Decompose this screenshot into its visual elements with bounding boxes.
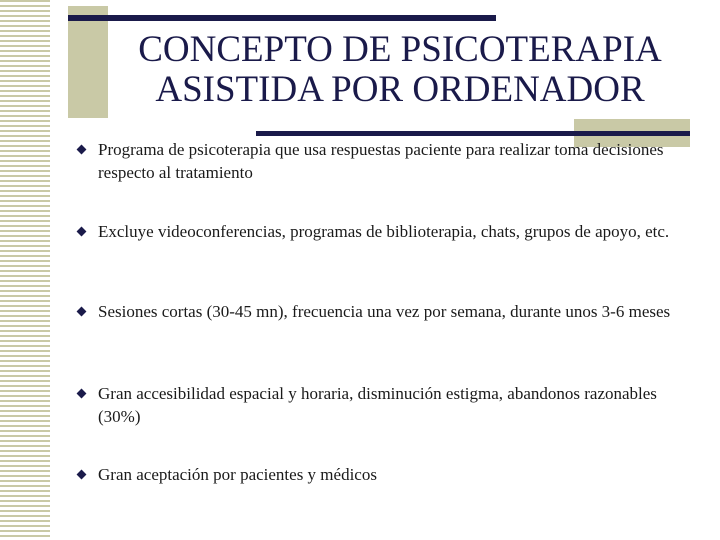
bullet-text: Programa de psicoterapia que usa respuestas paciente para realizar toma decisiones respecto al tratamiento	[98, 140, 664, 182]
bullet-text: Gran accesibilidad espacial y horaria, disminución estigma, abandonos razonables (30%)	[98, 384, 657, 426]
title-accent-block	[68, 6, 108, 118]
list-item	[78, 382, 688, 428]
list-item	[78, 300, 670, 323]
slide-title-line-2: ASISTIDA POR ORDENADOR	[155, 69, 645, 110]
diamond-bullet-icon	[77, 389, 87, 399]
slide-title-line-1: CONCEPTO DE PSICOTERAPIA	[138, 29, 662, 70]
decorative-stripes	[0, 0, 50, 540]
diamond-bullet-icon	[77, 145, 87, 155]
list-item	[78, 220, 669, 243]
diamond-bullet-icon	[77, 227, 87, 237]
list-item	[78, 463, 377, 486]
bullet-text: Excluye videoconferencias, programas de biblioterapia, chats, grupos de apoyo, etc.	[98, 222, 670, 241]
bullet-text: Sesiones cortas (30-45 mn), frecuencia una vez por semana, durante unos 3-6 meses	[98, 302, 671, 321]
mid-accent-bar	[256, 131, 690, 136]
slide-title	[110, 30, 690, 110]
diamond-bullet-icon	[77, 470, 87, 480]
bullet-text: Gran aceptación por pacientes y médicos	[98, 465, 377, 484]
diamond-bullet-icon	[77, 307, 87, 317]
top-accent-bar	[68, 15, 496, 21]
list-item	[78, 138, 688, 184]
